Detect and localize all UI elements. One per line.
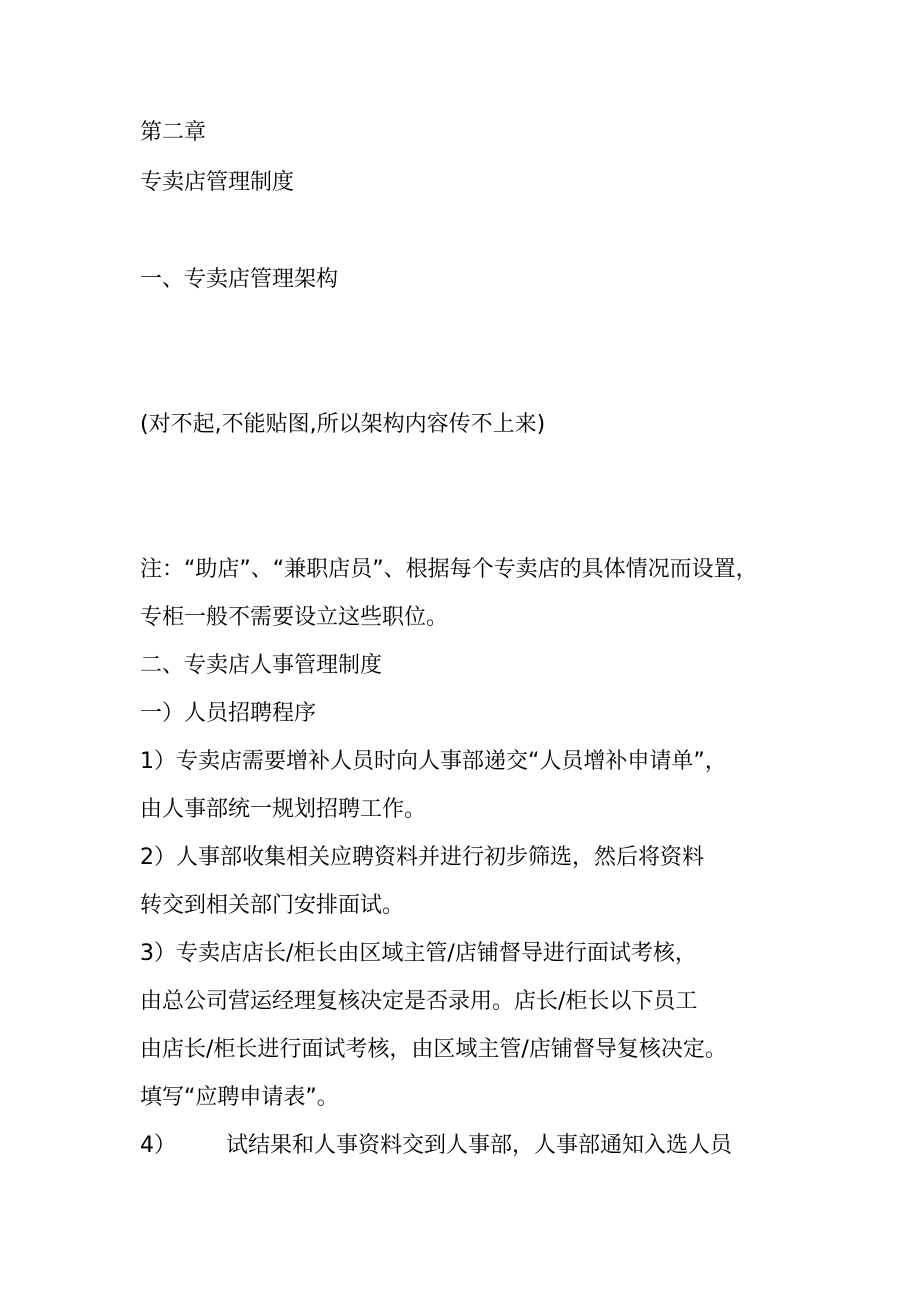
- item4-text: 试结果和人事资料交到人事部，人事部通知入选人员: [226, 1133, 733, 1158]
- section-heading-personnel: 二、专卖店人事管理制度: [140, 653, 383, 678]
- section-heading-management-structure: 一、专卖店管理架构: [140, 267, 339, 292]
- item4-marker: 4）: [140, 1133, 176, 1158]
- apology-note: (对不起,不能贴图,所以架构内容传不上来): [140, 412, 546, 437]
- paragraph-line: 由店长/柜长进行面试考核，由区域主管/店铺督导复核决定。: [140, 1037, 727, 1062]
- paragraph-line: 2）人事部收集相关应聘资料并进行初步筛选，然后将资料: [140, 845, 704, 870]
- note-line: 注：“助店”、“兼职店员”、根据每个专卖店的具体情况而设置，: [140, 557, 758, 582]
- chapter-title: 专卖店管理制度: [140, 170, 295, 195]
- paragraph-line-item4: [140, 1131, 732, 1161]
- paragraph-line: 3）专卖店店长/柜长由区域主管/店铺督导进行面试考核，: [140, 941, 697, 966]
- note-line: 专柜一般不需要设立这些职位。: [140, 605, 449, 630]
- paragraph-line: 由人事部统一规划招聘工作。: [140, 797, 427, 822]
- paragraph-line: 1）专卖店需要增补人员时向人事部递交“人员增补申请单”，: [140, 749, 727, 774]
- chapter-number: 第二章: [140, 120, 207, 145]
- paragraph-line: 填写“应聘申请表”。: [140, 1085, 339, 1110]
- paragraph-line: 转交到相关部门安排面试。: [140, 893, 405, 918]
- subsection-heading-recruitment: 一）人员招聘程序: [140, 701, 317, 726]
- paragraph-line: 由总公司营运经理复核决定是否录用。店长/柜长以下员工: [140, 989, 698, 1014]
